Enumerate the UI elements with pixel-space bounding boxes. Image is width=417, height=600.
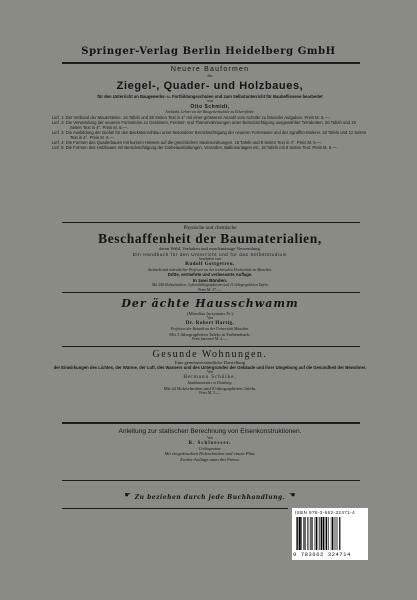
book1-title: Ziegel-, Quader- und Holzbaues, bbox=[116, 79, 304, 92]
book-hartig bbox=[52, 296, 368, 342]
book1-subtitle: für den Unterricht an Baugewerks- u. Fortbildungsschulen und zum Selbstunterricht für Baubeflissene bearbeitet bbox=[97, 93, 323, 99]
barcode-digits: 9 783662 324714 bbox=[293, 551, 351, 558]
barcode-bar bbox=[307, 517, 308, 550]
book5-title: Anleitung zur statischen Berechnung von Eisenkonstruktionen. bbox=[118, 428, 302, 435]
book4-title: Gesunde Wohnungen. bbox=[152, 349, 268, 360]
barcode-bars bbox=[295, 517, 365, 550]
rule-3 bbox=[62, 346, 360, 347]
barcode bbox=[292, 508, 368, 560]
book1-part: Lief. 3: Die Ausbildung der Giebel für den Backsteinrohbau unter besonderer Berücksichtigung der neueren Formsteine und der Sgraffito-Malerei. 18 Tafeln und 12 Seiten Text in 4°. Preis M. 6.—. bbox=[52, 129, 367, 140]
book2-line2: Ein Handbuch für den Unterricht und für das Selbststudium bbox=[132, 251, 288, 257]
rule-2 bbox=[62, 292, 360, 293]
book2-pre: Physische und chemische bbox=[183, 225, 237, 231]
book5-illus: Mit eingedruckten Holzschnitten und einem Plan. bbox=[164, 451, 256, 457]
book3-latin: (Merulius lacrymans Fr.) bbox=[187, 311, 233, 316]
barcode-bar bbox=[301, 517, 302, 550]
book5-author-role: Civilingenieur. bbox=[198, 446, 222, 451]
barcode-bar bbox=[334, 517, 335, 550]
book2-line3: bearbeitet von bbox=[199, 257, 221, 262]
barcode-bar bbox=[332, 517, 333, 550]
barcode-bar bbox=[331, 517, 332, 550]
book4-price: Preis M. 5.—. bbox=[199, 391, 221, 395]
barcode-bar bbox=[336, 517, 337, 550]
barcode-bar bbox=[321, 517, 323, 550]
book3-plates: Mit 2 lithographirten Tafeln in Farbendruck. bbox=[169, 331, 251, 337]
book-schuelke bbox=[52, 350, 368, 396]
barcode-bar bbox=[323, 517, 324, 550]
book2-author: Rudolf Gottgetreu, bbox=[185, 261, 235, 267]
book4-line1: Eine gemeinverständliche Darstellung bbox=[174, 360, 246, 365]
barcode-bar bbox=[326, 517, 327, 550]
book3-author: Dr. Robert Hartig, bbox=[185, 321, 235, 326]
book2-price: Preis M. 27.—. bbox=[198, 287, 222, 292]
book2-edition: Dritte, vermehrte und verbesserte Auflage. bbox=[167, 272, 253, 278]
barcode-bar bbox=[312, 517, 313, 550]
book1-author: Otto Schmidt, bbox=[190, 103, 230, 110]
book4-illus: Mit 44 Holzschnitten und 8 lithographirten Tafeln. bbox=[163, 385, 257, 391]
barcode-bar bbox=[304, 517, 305, 550]
footer-note-row bbox=[52, 486, 368, 504]
book2-author-role: Architekt und ordentlicher Professor an der technischen Hochschule zu München. bbox=[147, 267, 273, 272]
book5-author: R. Schloesser. bbox=[188, 440, 232, 446]
barcode-bar bbox=[337, 517, 338, 550]
barcode-bar bbox=[303, 517, 304, 550]
book4-author-role: Stadtbaumeister in Duisburg. bbox=[187, 381, 233, 385]
barcode-bar bbox=[315, 517, 316, 550]
pointing-hand-icon: ☛ bbox=[289, 491, 296, 500]
book2-title: Beschaffenheit der Baumaterialien, bbox=[98, 231, 322, 247]
barcode-bar bbox=[316, 517, 317, 550]
book2-volumes: In zwei Bänden. bbox=[192, 277, 228, 283]
isbn-label: ISBN 978-3-662-32471-4 bbox=[295, 510, 356, 515]
book3-author-role: Professor der Botanik an der Universität München. bbox=[170, 327, 250, 331]
footer-note: Zu beziehen durch jede Buchhandlung. bbox=[134, 494, 286, 501]
book1-des: des bbox=[207, 74, 213, 78]
barcode-bar bbox=[296, 517, 297, 550]
rule-bottom bbox=[62, 508, 288, 509]
book1-heading: Neuere Bauformen bbox=[170, 66, 250, 73]
book1-part: Lief. 5: Die Formen des Holzbaues mit Berücksichtigung der Giebelausbildungen, Veranden, Balkonanlagen etc. 18 Tafeln mit 8 Seiten Text. Preis M. 6.—. bbox=[52, 144, 338, 150]
book1-von: von bbox=[207, 99, 213, 103]
book3-von: Von bbox=[206, 316, 214, 321]
book1-part: Lief. 2: Die Verwendung der neueren Formsteine zu Gesimsen, Fenster- und Thürumrahmungen unter Berücksichtigung ausgewählter Terrakotten. 20 Tafeln und 19 Seiten Text in 4°. Preis M. 6.—. bbox=[52, 120, 356, 130]
rule-5 bbox=[62, 480, 360, 481]
book4-author: Hermann Schülke, bbox=[183, 375, 237, 380]
book4-von: Von bbox=[206, 370, 214, 375]
publisher-header: Springer-Verlag Berlin Heidelberg GmbH bbox=[81, 46, 336, 57]
book1-parts-list bbox=[52, 116, 368, 150]
rule-1 bbox=[62, 222, 360, 223]
barcode-bar bbox=[328, 517, 329, 550]
book1-author-role: Architekt, Lehrer an der Baugewerkschule zu Eckernförde. bbox=[165, 109, 255, 114]
book2-line1: deren Wahl, Verhalten und zweckmässige Verwendung. bbox=[159, 246, 261, 252]
book-schloesser bbox=[52, 428, 368, 462]
book2-illus: Mit 246 Holzschnitten, 3 photolithographirten und 11 lithographirten Tafeln bbox=[152, 283, 268, 288]
rule-top bbox=[62, 62, 360, 64]
barcode-bar bbox=[319, 517, 320, 550]
book-gottgetreu bbox=[52, 226, 368, 292]
book-schmidt bbox=[52, 66, 368, 151]
pointing-hand-icon: ☛ bbox=[124, 491, 131, 500]
book1-part: Lief. 1: Der Verband der Mauersteine. 16 Tafeln und 28 Seiten Text in 4° mit einer grösseren Anzahl vom Schüler zu lösender Aufgaben. Preis M. 5.—. bbox=[52, 115, 330, 121]
barcode-bar bbox=[297, 517, 298, 550]
book1-part: Lief. 4: Die Formen des Quaderbaues mit kurzem Hinweis auf die griechischen Säulenordnungen. 18 Tafeln und 8 Seiten Text in 4°. Preis M. 6.—. bbox=[52, 139, 323, 145]
barcode-bar bbox=[299, 517, 301, 550]
barcode-bar bbox=[309, 517, 310, 550]
book3-price: Preis kartonirt M. 4.—. bbox=[192, 337, 228, 341]
barcode-bar bbox=[318, 517, 319, 550]
book5-edition: Zweite Auflage unter der Presse. bbox=[179, 456, 241, 462]
book4-line2: der Einwirkungen des Lichtes, der Wärme, der Luft, des Wassers und des Untergrundes der Gebäude und ihrer Umgebung auf die Gesundheit der Bewohner. bbox=[53, 365, 367, 371]
book3-title: Der ächte Hausschwamm bbox=[121, 297, 299, 310]
barcode-bar bbox=[325, 517, 326, 550]
barcode-bar bbox=[339, 517, 340, 550]
barcode-bar bbox=[310, 517, 311, 550]
rule-4 bbox=[62, 422, 360, 424]
book5-von: Von bbox=[206, 436, 214, 440]
